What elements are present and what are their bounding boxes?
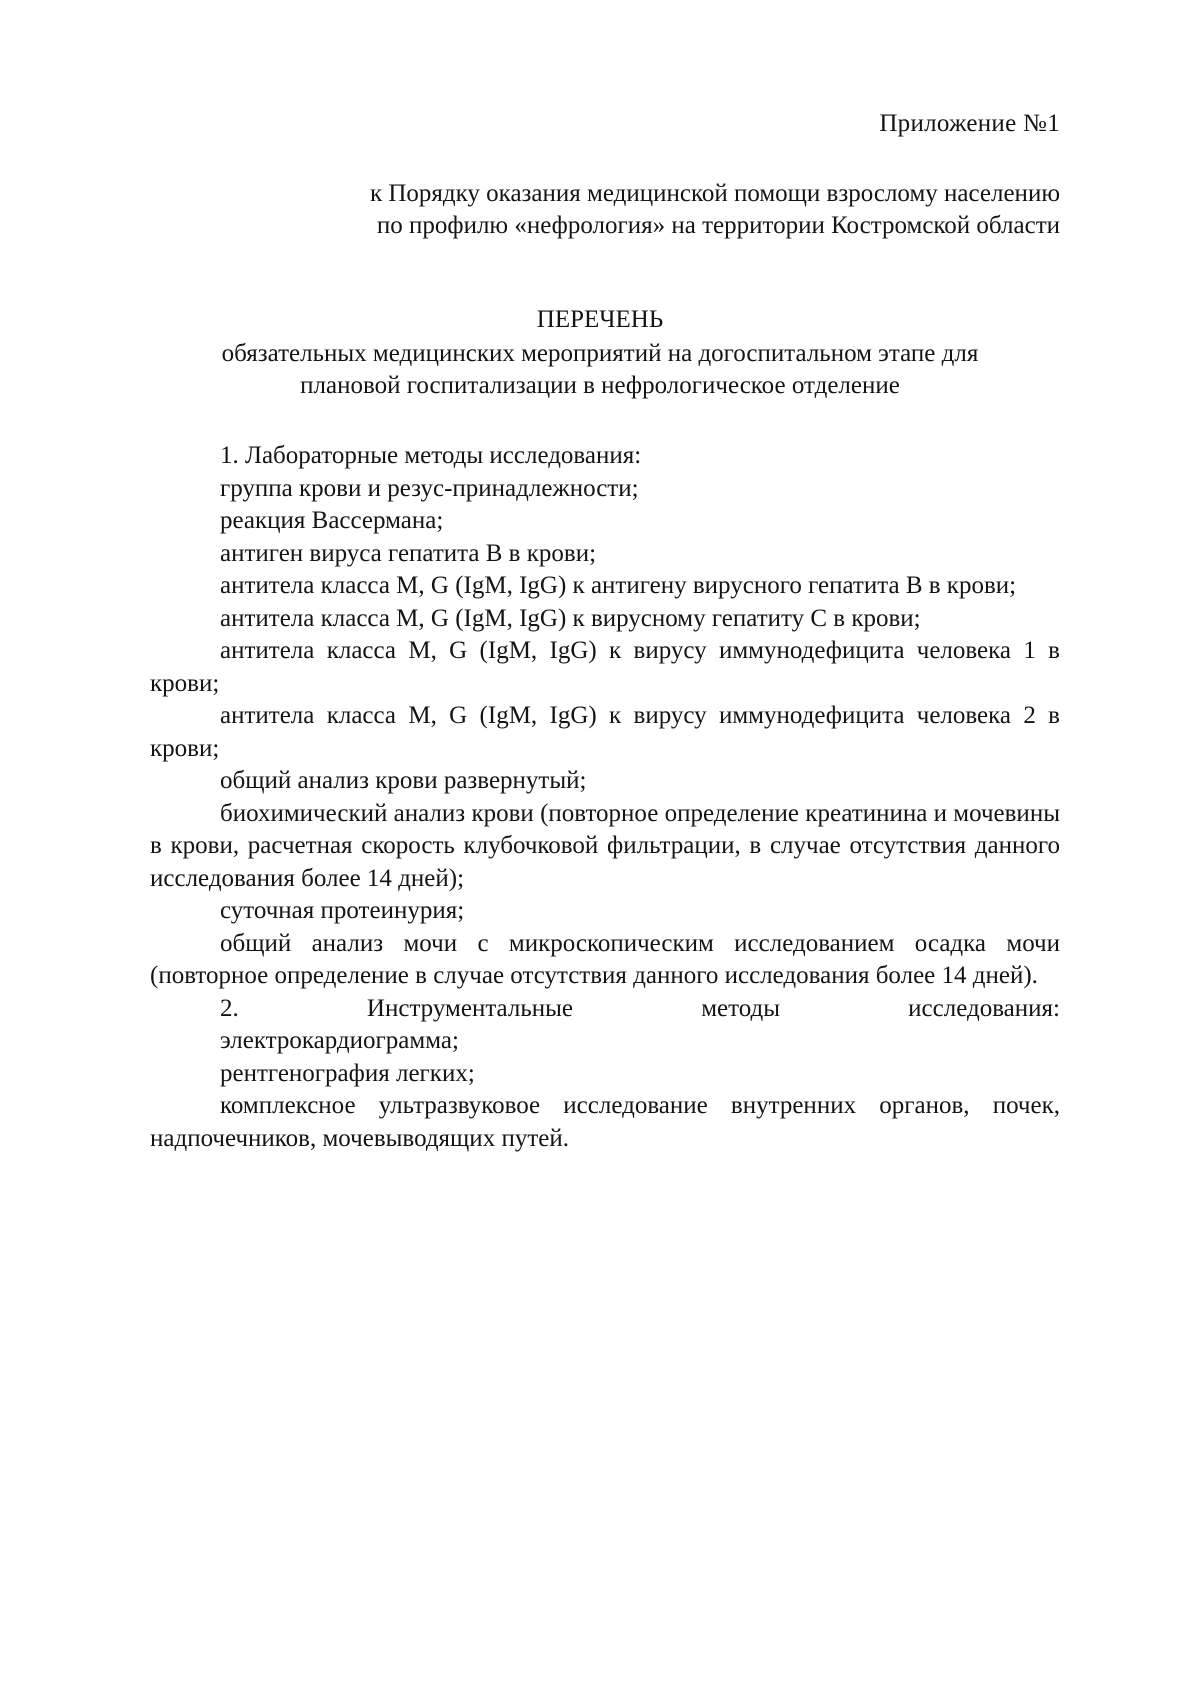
list-item: комплексное ультразвуковое исследование внутренних органов, почек, надпочечников, мочевыводящих путей. (150, 1092, 1060, 1152)
list-item: антитела класса M, G (IgM, IgG) к вирусу иммунодефицита человека 1 в крови; (150, 637, 1060, 697)
list-item: общий анализ мочи с микроскопическим исследованием осадка мочи (повторное определение в случае отсутствия данного исследования более 14 дней). (150, 929, 1060, 989)
document-title: ПЕРЕЧЕНЬ (536, 306, 664, 333)
section-2-word: Инструментальные (366, 994, 574, 1022)
list-item: группа крови и резус-принадлежности; (220, 474, 639, 502)
section-2-word: исследования: (908, 994, 1060, 1022)
list-item: реакция Вассермана; (220, 507, 444, 534)
list-item: антиген вируса гепатита В в крови; (220, 539, 597, 567)
document-subtitle-line-2: плановой госпитализации в нефрологическое отделение (300, 372, 900, 399)
list-item: рентгенография легких; (220, 1059, 475, 1087)
section-2-number: 2. (220, 994, 239, 1022)
appendix-label: Приложение №1 (879, 110, 1060, 137)
header-line-1: к Порядку оказания медицинской помощи взрослому населению (369, 180, 1060, 207)
document-subtitle-line-1: обязательных медицинских мероприятий на догоспитальном этапе для (221, 340, 979, 367)
list-item: биохимический анализ крови (повторное определение креатинина и мочевины в крови, расчетная скорость клубочковой фильтрации, в случае отсутствия данного исследования более 14 дней); (150, 799, 1060, 892)
section-2-word: методы (701, 994, 780, 1022)
list-item: электрокардиограмма; (220, 1027, 459, 1054)
list-item: общий анализ крови развернутый; (220, 767, 587, 794)
header-line-2: по профилю «нефрология» на территории Костромской области (376, 212, 1060, 239)
section-2-heading (150, 993, 1060, 1026)
list-item: суточная протеинурия; (220, 897, 465, 924)
list-item: антитела класса M, G (IgM, IgG) к вирусу иммунодефицита человека 2 в крови; (150, 702, 1060, 762)
document-body (150, 440, 1060, 1155)
section-1-heading: 1. Лабораторные методы исследования: (220, 442, 642, 469)
list-item: антитела класса M, G (IgM, IgG) к антигену вирусного гепатита В в крови; (220, 572, 1017, 599)
list-item: антитела класса M, G (IgM, IgG) к вирусному гепатиту С в крови; (220, 604, 921, 632)
